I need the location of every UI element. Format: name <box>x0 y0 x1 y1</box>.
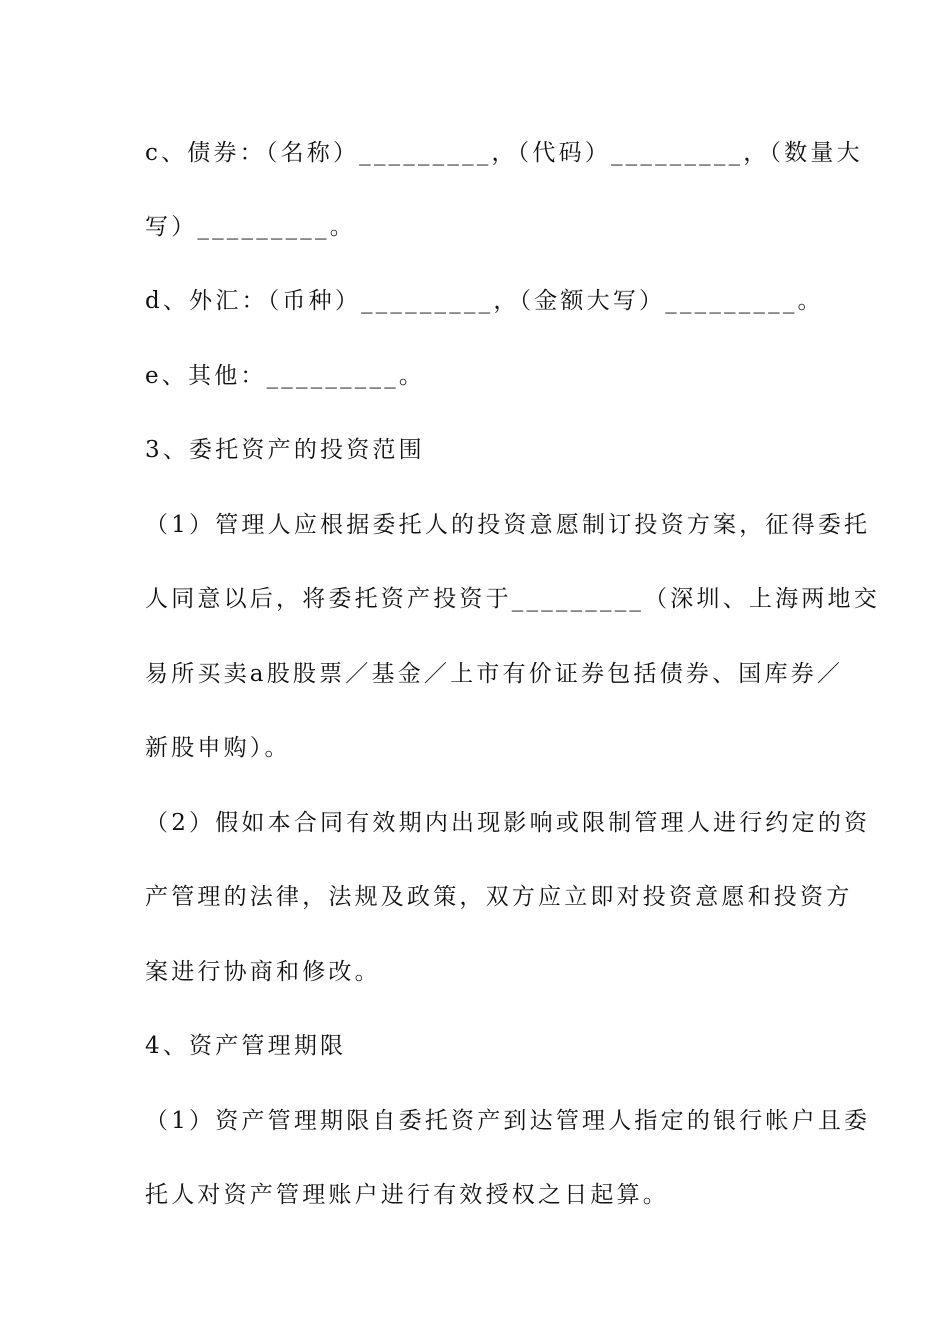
text-line-scope-1b: 人同意以后，将委托资产投资于_________（深圳、上海两地交 <box>145 586 880 612</box>
text-line-term-1a: （1）资产管理期限自委托资产到达管理人指定的银行帐户且委 <box>145 1108 871 1134</box>
section-heading-investment-scope: 3、委托资产的投资范围 <box>145 437 425 463</box>
text-line-scope-1c: 易所买卖a股股票／基金／上市有价证券包括债券、国库券／ <box>145 661 844 687</box>
text-line-scope-1d: 新股申购）。 <box>145 735 291 761</box>
text-line-other: e、其他：_________。 <box>145 363 426 389</box>
text-line-term-1b: 托人对资产管理账户进行有效授权之日起算。 <box>145 1182 669 1208</box>
text-line-forex: d、外汇：（币种）_________，（金额大写）_________。 <box>145 288 824 314</box>
text-line-scope-2c: 案进行协商和修改。 <box>145 959 381 985</box>
section-heading-management-term: 4、资产管理期限 <box>145 1033 347 1059</box>
text-line-scope-2b: 产管理的法律，法规及政策，双方应立即对投资意愿和投资方 <box>145 884 853 910</box>
text-line-bond: c、债券：（名称）_________，（代码）_________，（数量大 <box>145 140 863 166</box>
text-line-scope-1a: （1）管理人应根据委托人的投资意愿制订投资方案，征得委托 <box>145 512 871 538</box>
text-line-scope-2a: （2）假如本合同有效期内出现影响或限制管理人进行约定的资 <box>145 810 871 836</box>
text-line-bond-cont: 写）_________。 <box>145 214 356 240</box>
